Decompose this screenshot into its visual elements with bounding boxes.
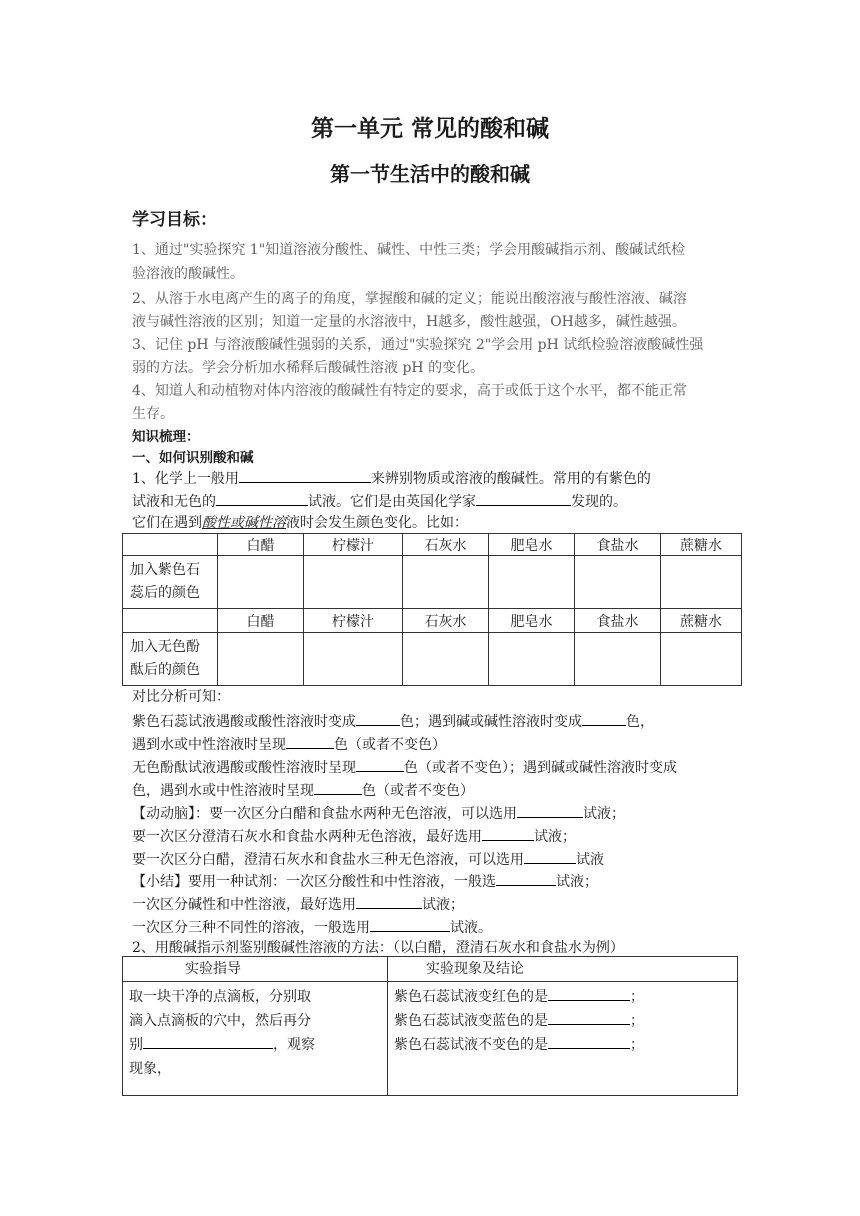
brain-line-2: 要一次区分澄清石灰水和食盐水两种无色溶液，最好选用 试液；	[132, 825, 738, 849]
paragraph-1-line-2: 试液和无色的 试液。它们是由英国化学家 发现的。	[132, 490, 738, 514]
section-1-heading: 一、如何识别酸和碱	[132, 450, 254, 466]
column-header: 石灰水	[403, 609, 489, 633]
column-header: 实验指导	[123, 957, 388, 982]
answer-cell[interactable]	[661, 633, 742, 686]
column-header: 白醋	[218, 534, 304, 556]
table-row	[123, 633, 742, 686]
goal-4-line-1: 4、知道人和动植物对体内溶液的酸碱性有特定的要求，高于或低于这个水平，都不能正常	[132, 383, 687, 399]
column-header: 柠檬汁	[304, 609, 403, 633]
goal-1-line-2: 验溶液的酸碱性。	[132, 266, 244, 282]
analysis-intro: 对比分析可知：	[132, 689, 230, 705]
column-header: 食盐水	[575, 534, 661, 556]
column-header: 肥皂水	[489, 609, 575, 633]
summary-line-1: 【小结】要用一种试剂：一次区分酸性和中性溶液，一般选 试液；	[132, 870, 738, 894]
column-header: 柠檬汁	[304, 534, 403, 556]
answer-blank[interactable]	[356, 710, 400, 726]
summary-line-2: 一次区分碱性和中性溶液，最好选用 试液；	[132, 893, 738, 917]
answer-cell[interactable]	[403, 556, 489, 609]
goal-2-line-2: 液与碱性溶液的区别；知道一定量的水溶液中，H越多，酸性越强，OH越多，碱性越强。	[132, 314, 686, 330]
answer-blank[interactable]	[143, 1033, 273, 1049]
analysis-line-1: 紫色石蕊试液遇酸或酸性溶液时变成 色；遇到碱或碱性溶液时变成 色，	[132, 710, 738, 734]
answer-cell[interactable]	[489, 556, 575, 609]
answer-cell[interactable]	[575, 556, 661, 609]
column-header: 石灰水	[403, 534, 489, 556]
analysis-line-4: 色，遇到水或中性溶液时呈现 色（或者不变色）	[132, 779, 738, 803]
experiment-table	[122, 956, 738, 1096]
guide-cell: 取一块干净的点滴板，分别取 滴入点滴板的穴中，然后再分 别 ，观察 现象，	[123, 982, 388, 1096]
answer-blank[interactable]	[239, 467, 371, 483]
row-label: 加入无色酚 酞后的颜色	[123, 633, 218, 686]
answer-cell[interactable]	[218, 633, 304, 686]
answer-blank[interactable]	[524, 848, 576, 864]
analysis-line-2: 遇到水或中性溶液时呈现 色（或者不变色）	[132, 733, 738, 757]
answer-blank[interactable]	[517, 802, 583, 818]
brain-line-3: 要一次区分白醋，澄清石灰水和食盐水三种无色溶液，可以选用 试液	[132, 848, 738, 872]
answer-cell[interactable]	[489, 633, 575, 686]
answer-cell[interactable]	[304, 556, 403, 609]
page-title: 第一单元 常见的酸和碱	[310, 116, 549, 142]
table-row	[123, 982, 738, 1096]
answer-blank[interactable]	[370, 916, 450, 932]
analysis-line-3: 无色酚酞试液遇酸或酸性溶液时呈现 色（或者不变色）；遇到碱或碱性溶液时变成	[132, 756, 738, 780]
answer-blank[interactable]	[548, 1033, 630, 1049]
table-row	[123, 556, 742, 609]
goal-1-line-1: 1、通过"实验探究 1"知道溶液分酸性、碱性、中性三类；学会用酸碱指示剂、酸碱试纸检	[132, 242, 686, 258]
paragraph-1-line-1: 1、化学上一般用 来辨别物质或溶液的酸碱性。常用的有紫色的	[132, 467, 738, 491]
answer-blank[interactable]	[496, 870, 556, 886]
column-header: 肥皂水	[489, 534, 575, 556]
answer-cell[interactable]	[403, 633, 489, 686]
goals-heading: 学习目标：	[132, 210, 217, 230]
answer-blank[interactable]	[356, 893, 422, 909]
answer-blank[interactable]	[476, 490, 571, 506]
answer-blank[interactable]	[356, 756, 404, 772]
table-header-row	[123, 534, 742, 556]
column-header: 实验现象及结论	[388, 957, 738, 982]
color-change-table	[122, 533, 742, 686]
page-subtitle: 第一节生活中的酸和碱	[330, 162, 530, 186]
summary-line-3: 一次区分三种不同性的溶液，一般选用 试液。	[132, 916, 738, 940]
row-label: 加入紫色石 蕊后的颜色	[123, 556, 218, 609]
goal-3-line-2: 弱的方法。学会分析加水稀释后酸碱性溶液 pH 的变化。	[132, 360, 485, 376]
table-header-row	[123, 609, 742, 633]
column-header: 蔗糖水	[661, 534, 742, 556]
answer-cell[interactable]	[575, 633, 661, 686]
answer-blank[interactable]	[482, 825, 534, 841]
paragraph-1-line-3: 它们在遇到酸性或碱性溶液时会发生颜色变化。比如：	[132, 515, 468, 531]
answer-blank[interactable]	[216, 490, 308, 506]
answer-cell[interactable]	[661, 556, 742, 609]
answer-cell[interactable]	[218, 556, 304, 609]
column-header: 食盐水	[575, 609, 661, 633]
goal-4-line-2: 生存。	[132, 406, 174, 422]
brain-line-1: 【动动脑】：要一次区分白醋和食盐水两种无色溶液，可以选用 试液；	[132, 802, 738, 826]
column-header: 白醋	[218, 609, 304, 633]
knowledge-heading: 知识梳理：	[132, 429, 200, 445]
answer-blank[interactable]	[548, 985, 630, 1001]
table-header-row	[123, 957, 738, 982]
answer-blank[interactable]	[286, 733, 334, 749]
goal-3-line-1: 3、记住 pH 与溶液酸碱性强弱的关系，通过"实验探究 2"学会用 pH 试纸检验溶液酸碱性强	[132, 337, 704, 353]
column-header: 蔗糖水	[661, 609, 742, 633]
answer-blank[interactable]	[582, 710, 626, 726]
goal-2-line-1: 2、从溶于水电离产生的离子的角度，掌握酸和碱的定义；能说出酸溶液与酸性溶液、碱溶	[132, 291, 687, 307]
answer-blank[interactable]	[548, 1009, 630, 1025]
result-cell: 紫色石蕊试液变红色的是 ； 紫色石蕊试液变蓝色的是 ； 紫色石蕊试液不变色的是 ；	[388, 982, 738, 1096]
answer-cell[interactable]	[304, 633, 403, 686]
answer-blank[interactable]	[314, 779, 362, 795]
method-heading: 2、用酸碱指示剂鉴别酸碱性溶液的方法：（以白醋，澄清石灰水和食盐水为例）	[132, 940, 624, 956]
